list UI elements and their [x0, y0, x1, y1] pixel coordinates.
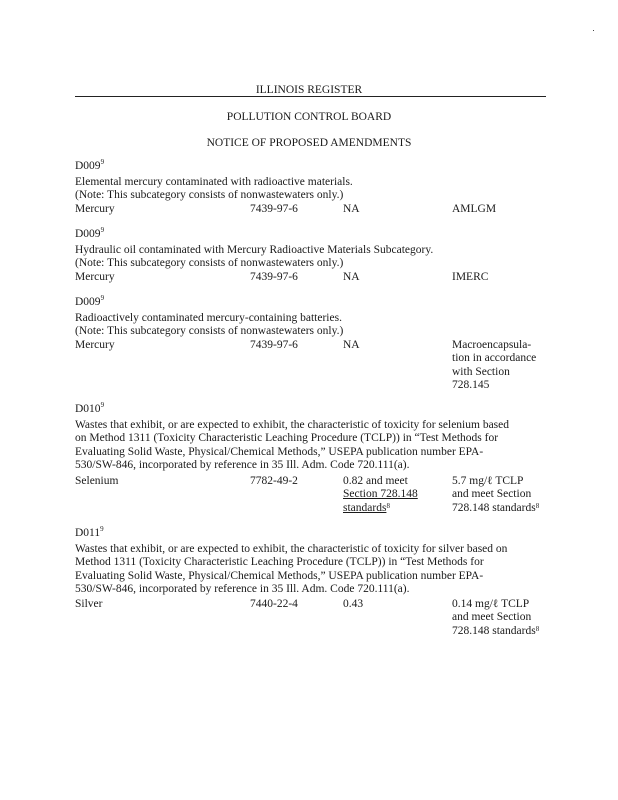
standard-line: [452, 502, 572, 515]
waste-code: [75, 228, 104, 240]
description-line: Evaluating Solid Waste, Physical/Chemical Methods,” USEPA publication number EPA-: [75, 569, 484, 582]
description-line: Wastes that exhibit, or are expected to exhibit, the characteristic of toxicity for selenium based: [75, 419, 510, 431]
description-line: Elemental mercury contaminated with radioactive materials.: [75, 176, 353, 188]
waste-code: [75, 160, 104, 172]
footnote-ref: 8: [535, 624, 540, 633]
header-rule: [75, 96, 546, 97]
waste-description: [75, 312, 545, 339]
waste-code-text: D009: [75, 228, 101, 240]
footnote-ref: 9: [100, 525, 104, 533]
waste-code-text: D010: [75, 403, 101, 415]
waste-code: [75, 527, 104, 539]
footnote-ref: 9: [100, 401, 105, 409]
waste-code-text: D011: [75, 527, 101, 539]
standard-line: 5.7 mg/ℓ TCLP: [452, 475, 524, 487]
constituent: Mercury: [75, 271, 115, 283]
standard-line: and meet Section: [452, 611, 532, 624]
nonwastewater-standard: IMERC: [452, 271, 489, 283]
wastewater-standard: NA: [343, 203, 360, 215]
nonwastewater-standard: [452, 598, 572, 638]
description-line: Method 1311 (Toxicity Characteristic Leaching Procedure (TCLP)) in “Test Methods for: [75, 556, 484, 569]
waste-description: [75, 543, 545, 597]
description-line: Wastes that exhibit, or are expected to exhibit, the characteristic of toxicity for silver based on: [75, 543, 508, 555]
footnote-ref: 8: [535, 501, 540, 510]
section-reference: standards: [343, 501, 387, 514]
description-line: Radioactively contaminated mercury-containing batteries.: [75, 312, 342, 324]
description-line: (Note: This subcategory consists of nonwastewaters only.): [75, 325, 344, 338]
waste-description: [75, 176, 545, 203]
nonwastewater-standard: AMLGM: [452, 203, 497, 215]
scan-speck: [593, 30, 594, 31]
cas-number: 7439-97-6: [250, 203, 298, 215]
cas-number: 7440-22-4: [250, 598, 298, 610]
nonwastewater-standard: [452, 475, 572, 515]
waste-description: [75, 244, 545, 271]
footnote-ref: 9: [100, 294, 105, 302]
section-reference: Section 728.148: [343, 488, 418, 501]
description-line: (Note: This subcategory consists of nonwastewaters only.): [75, 257, 344, 270]
nonwastewater-standard: [452, 339, 572, 393]
waste-code-text: D009: [75, 296, 101, 308]
constituent: Mercury: [75, 339, 115, 351]
standard-line: tion in accordance: [452, 352, 537, 365]
standard-line-text: 728.148 standards: [452, 501, 536, 514]
description-line: 530/SW-846, incorporated by reference in 35 Ill. Adm. Code 720.111(a).: [75, 459, 410, 472]
board-title: POLLUTION CONTROL BOARD: [226, 111, 392, 123]
standard-line: [343, 502, 443, 515]
standard-line: 728.145: [452, 379, 490, 392]
wastewater-standard: NA: [343, 271, 360, 283]
cas-number: 7439-97-6: [250, 339, 298, 351]
standard-line: Macroencapsula-: [452, 339, 532, 351]
wastewater-standard: [343, 475, 443, 515]
waste-code: [75, 403, 104, 415]
description-line: (Note: This subcategory consists of nonwastewaters only.): [75, 189, 344, 202]
wastewater-standard: NA: [343, 339, 360, 351]
waste-code-text: D009: [75, 160, 101, 172]
cas-number: 7439-97-6: [250, 271, 298, 283]
standard-line-text: 728.148 standards: [452, 624, 536, 637]
footnote-ref: 9: [100, 158, 105, 166]
constituent: Silver: [75, 598, 103, 610]
constituent: Mercury: [75, 203, 115, 215]
footnote-ref: 8: [386, 501, 390, 510]
notice-title: NOTICE OF PROPOSED AMENDMENTS: [206, 137, 412, 149]
standard-line: 0.14 mg/ℓ TCLP: [452, 598, 530, 610]
footnote-ref: 9: [100, 226, 105, 234]
standard-line: and meet Section: [452, 488, 532, 501]
waste-description: [75, 419, 545, 473]
description-line: Hydraulic oil contaminated with Mercury Radioactive Materials Subcategory.: [75, 244, 434, 256]
standard-line: with Section: [452, 365, 510, 378]
cas-number: 7782-49-2: [250, 475, 298, 487]
waste-code: [75, 296, 104, 308]
standard-line: 0.82 and meet: [343, 475, 408, 487]
standard-line: [452, 625, 572, 638]
register-title: ILLINOIS REGISTER: [255, 84, 363, 96]
description-line: Evaluating Solid Waste, Physical/Chemical Methods,” USEPA publication number EPA-: [75, 445, 484, 458]
description-line: 530/SW-846, incorporated by reference in 35 Ill. Adm. Code 720.111(a).: [75, 583, 410, 596]
wastewater-standard: 0.43: [343, 598, 364, 610]
description-line: on Method 1311 (Toxicity Characteristic Leaching Procedure (TCLP)) in “Test Methods for: [75, 432, 499, 445]
standard-line: [343, 488, 443, 501]
constituent: Selenium: [75, 475, 119, 487]
